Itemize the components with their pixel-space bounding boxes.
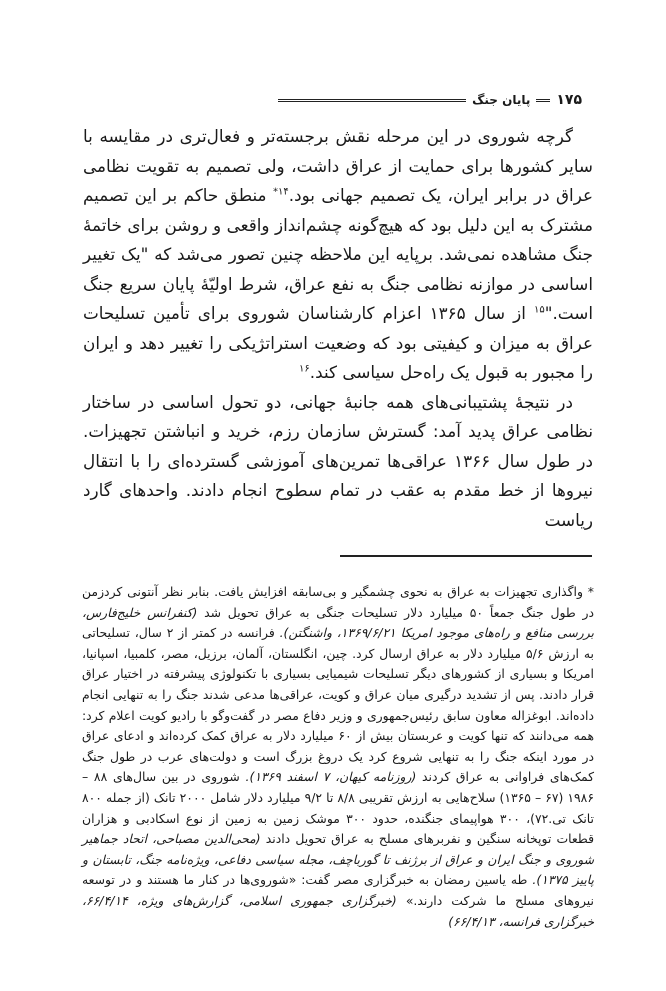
fn-citation-3: (محی‌الدین مصباحی، اتحاد جماهیر شوروی و جنگ ایران و عراق از برژنف تا گورباچف، مجله سیاسی دفاعی، ویژه‌نامه جنگ، تابستان و پاییز ۱۳۷۵). <box>82 831 595 888</box>
page-number: ۱۷۵ <box>556 92 582 108</box>
fn-text-4: طه یاسین رمضان به خبرگزاری مصر گفت: «شوروی‌ها در کنار ما هستند و در توسعه نیروهای مسلح ما شرکت دارند.» <box>82 872 594 908</box>
fn-citation-4: (خبرگزاری جمهوری اسلامی، گزارش‌های ویژه، ۶۶/۴/۱۴، خبرگزاری فرانسه، ۶۶/۴/۱۳) <box>82 892 594 929</box>
running-header <box>278 93 582 107</box>
fn-text-3: شوروی در بین سال‌های ۸۸ – ۱۹۸۶ (۶۷ – ۱۳۶۵) سلاح‌هایی به ارزش تقریبی ۸/۸ تا ۹/۲ میلیارد دلار شامل ۲۰۰۰ تانک (از جمله ۸۰۰ تانک تی.۷۲)، ۳۰۰ هواپیمای جنگنده، حدود ۳۰۰ موشک زمین به زمین از نوع اسکادبی و هزاران قطعات توپخانه سنگین و نفربرهای مسلح به عراق تحویل دادند <box>82 769 594 847</box>
header-double-rule <box>278 99 466 102</box>
fn-citation-2: (روزنامه کیهان، ۷ اسفند ۱۳۶۹). <box>245 769 423 785</box>
header-short-rule <box>536 99 550 102</box>
footnote-ref-14: ۱۴* <box>273 186 289 198</box>
p1-text-c: از سال ۱۳۶۵ اعزام کارشناسان شوروی برای تأمین تسلیحات عراق به میزان و کیفیتی بود که وضعیت استراتژیکی را تغییر دهد و ایران را مجبور به قبول یک راه‌حل سیاسی کند. <box>83 303 593 382</box>
paragraph-2: در نتیجهٔ پشتیبانی‌های همه جانبهٔ جهانی، دو تحول اساسی در ساختار نظامی عراق پدید آمد: گسترش سازمان رزم، خرید و انباشتن تجهیزات. در طول سال ۱۳۶۶ عراقی‌ها تمرین‌های آموزشی گسترده‌ای را با انتقال نیروها از خط مقدم به عقب در تمام سطوح انجام دادند. واحدهای گارد ریاست <box>83 391 594 530</box>
fn-citation-1: (کنفرانس خلیج‌فارس، بررسی منافع و راه‌های موجود امریکا ۱۳۶۹/۶/۲۱، واشنگتن). <box>82 604 594 641</box>
footnote <box>82 582 594 932</box>
footnote-separator <box>340 555 592 557</box>
running-title: پایان جنگ <box>472 93 531 107</box>
paragraph-1 <box>83 122 593 388</box>
footnote-ref-15: ۱۵ <box>533 304 545 316</box>
p1-text-b: منطق حاکم بر این تصمیم مشترک به این دلیل بود که هیچ‌گونه چشم‌انداز واقعی و روشن برای خاتمهٔ جنگ مشاهده نمی‌شد. برپایه این ملاحظه چنین تصور می‌شد که "یک تغییر اساسی در موازنه نظامی جنگ به نفع عراق، شرط اولیّهٔ پایان سریع جنگ است." <box>83 185 593 323</box>
fn-text-2: فرانسه در کمتر از ۲ سال، تسلیحاتی به ارزش ۵/۶ میلیارد دلار به عراق ارسال کرد. چین، انگلستان، آلمان، برزیل، مصر، کلمبیا، اسپانیا، امریکا و بسیاری از کشورهای دیگر تسلیحات شیمیایی بسیاری با تکنولوژی پیشرفته در اختیار عراق قرار دادند. پس از تشدید درگیری میان عراق و کویت، عراقی‌ها مدعی شدند جنگ را به تنهایی انجام داده‌اند. ابوغزاله معاون سابق رئیس‌جمهوری و وزیر دفاع مصر در گفت‌وگو با رادیو کویت اعلام کرد: همه می‌دانند که تنها کویت و عربستان بیش از ۶۰ میلیارد دلار به عراق کمک کرده‌اند و ادعای عراق در مورد اینکه جنگ را به تنهایی شروع کرد یک دروغ بزرگ است و دولت‌های عرب در طول جنگ کمک‌های فراوانی به عراق کردند <box>82 625 595 785</box>
footnote-ref-16: ۱۶ <box>299 363 310 375</box>
fn-text-1: * واگذاری تجهیزات به عراق به نحوی چشمگیر و بی‌سابقه افزایش یافت. بنابر نظر آنتونی کردزمن در طول جنگ جمعاً ۵۰ میلیارد دلار تسلیحات جنگی به عراق تحویل شد <box>82 584 594 620</box>
main-text <box>83 122 593 535</box>
p1-text-a: گرچه شوروی در این مرحله نقش برجسته‌تر و فعال‌تری در مقایسه با سایر کشورها برای حمایت از عراق داشت، ولی تصمیم به تقویت نظامی عراق در برابر ایران، یک تصمیم جهانی بود. <box>83 126 593 205</box>
